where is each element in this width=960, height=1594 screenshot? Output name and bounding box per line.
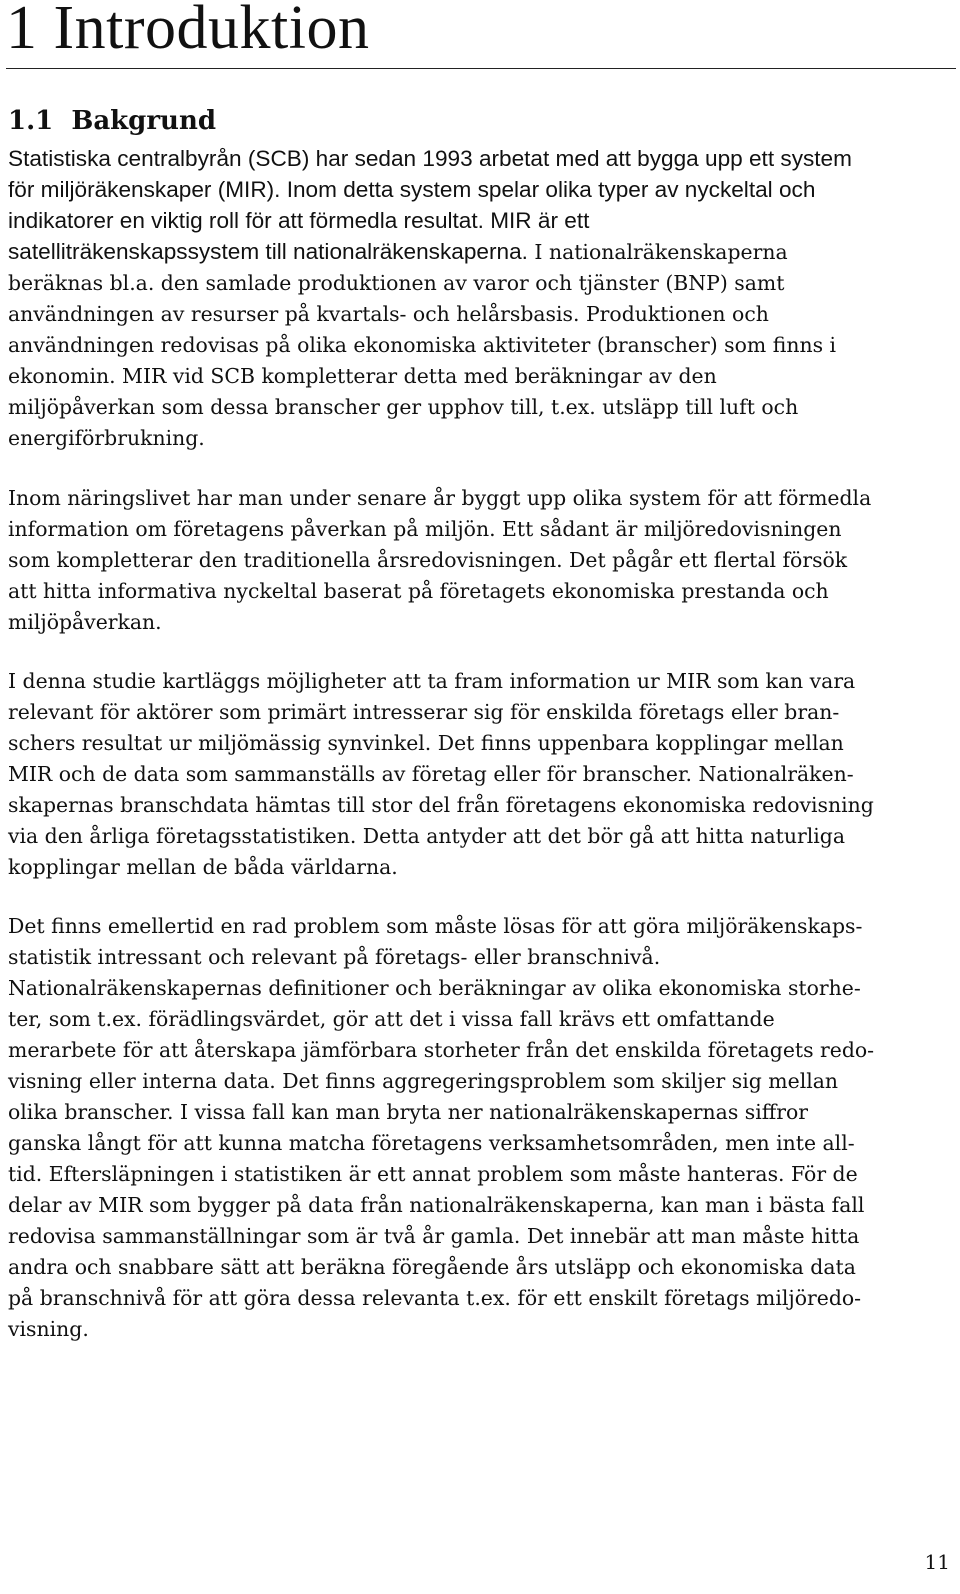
text-line: statistik intressant och relevant på företags- eller branschnivå. [8,945,661,969]
text-line: miljöpåverkan som dessa branscher ger upphov till, t.ex. utsläpp till luft och [8,395,799,419]
text-line: visning eller interna data. Det finns aggregeringsproblem som skiljer sig mellan [8,1069,839,1093]
text-line: relevant för aktörer som primärt intresserar sig för enskilda företags eller bran- [8,700,840,724]
text-line: redovisa sammanställningar som är två år gamla. Det innebär att man måste hitta [8,1224,860,1248]
text-line-mixed [8,236,952,268]
text-line: ganska långt för att kunna matcha företagens verksamhetsområden, men inte all- [8,1131,855,1155]
text-line: miljöpåverkan. [8,610,162,634]
text-line: energiförbrukning. [8,426,205,450]
text-fragment-serif: I nationalräkenskaperna [527,240,788,264]
paragraph-background [8,143,952,454]
text-line: att hitta informativa nyckeltal baserat på företagets ekonomiska prestanda och [8,579,829,603]
chapter-divider [6,68,956,69]
section-title: 1.1 Bakgrund [8,106,217,136]
text-line: användningen redovisas på olika ekonomiska aktiviteter (branscher) som finns i [8,333,837,357]
text-line: via den årliga företagsstatistiken. Detta antyder att det bör gå att hitta naturliga [8,824,845,848]
text-line: Statistiska centralbyrån (SCB) har sedan 1993 arbetat med att bygga upp ett system [8,146,852,171]
text-line: indikatorer en viktig roll för att förmedla resultat. MIR är ett [8,208,590,233]
page-number: 11 [924,1550,950,1574]
text-line: andra och snabbare sätt att beräkna föregående års utsläpp och ekonomiska data [8,1255,856,1279]
text-line: på branschnivå för att göra dessa relevanta t.ex. för ett enskilt företags miljöredo- [8,1286,862,1310]
chapter-title: 1 Introduktion [6,0,370,62]
text-line: användningen av resurser på kvartals- och helårsbasis. Produktionen och [8,302,769,326]
text-fragment-sans: satelliträkenskapssystem till nationalräkenskaperna. [8,239,528,264]
text-line: olika branscher. I vissa fall kan man bryta ner nationalräkenskapernas siffror [8,1100,809,1124]
paragraph-business [8,483,952,638]
text-line: delar av MIR som bygger på data från nationalräkenskaperna, kan man i bästa fall [8,1193,865,1217]
text-line: merarbete för att återskapa jämförbara storheter från det enskilda företagets redo- [8,1038,875,1062]
text-line: skapernas branschdata hämtas till stor del från företagens ekonomiska redovisning [8,793,874,817]
text-line: Det finns emellertid en rad problem som måste lösas för att göra miljöräkenskaps- [8,914,863,938]
text-line: beräknas bl.a. den samlade produktionen av varor och tjänster (BNP) samt [8,271,785,295]
text-line: för miljöräkenskaper (MIR). Inom detta system spelar olika typer av nyckeltal och [8,177,816,202]
text-line: ter, som t.ex. förädlingsvärdet, gör att det i vissa fall krävs ett omfattande [8,1007,775,1031]
text-line: MIR och de data som sammanställs av företag eller för branscher. Nationalräken- [8,762,854,786]
text-line: kopplingar mellan de båda världarna. [8,855,398,879]
text-line: schers resultat ur miljömässig synvinkel. Det finns uppenbara kopplingar mellan [8,731,844,755]
paragraph-study [8,666,952,883]
text-line: Nationalräkenskapernas definitioner och beräkningar av olika ekonomiska storhe- [8,976,861,1000]
text-line: information om företagens påverkan på miljön. Ett sådant är miljöredovisningen [8,517,842,541]
text-line: ekonomin. MIR vid SCB kompletterar detta med beräkningar av den [8,364,717,388]
text-line: Inom näringslivet har man under senare år byggt upp olika system för att förmedla [8,486,872,510]
text-line: som kompletterar den traditionella årsredovisningen. Det pågår ett flertal försök [8,548,848,572]
paragraph-problems [8,911,952,1345]
text-line: I denna studie kartläggs möjligheter att ta fram information ur MIR som kan vara [8,669,856,693]
text-line: tid. Eftersläpningen i statistiken är ett annat problem som måste hanteras. För de [8,1162,858,1186]
text-line: visning. [8,1317,89,1341]
